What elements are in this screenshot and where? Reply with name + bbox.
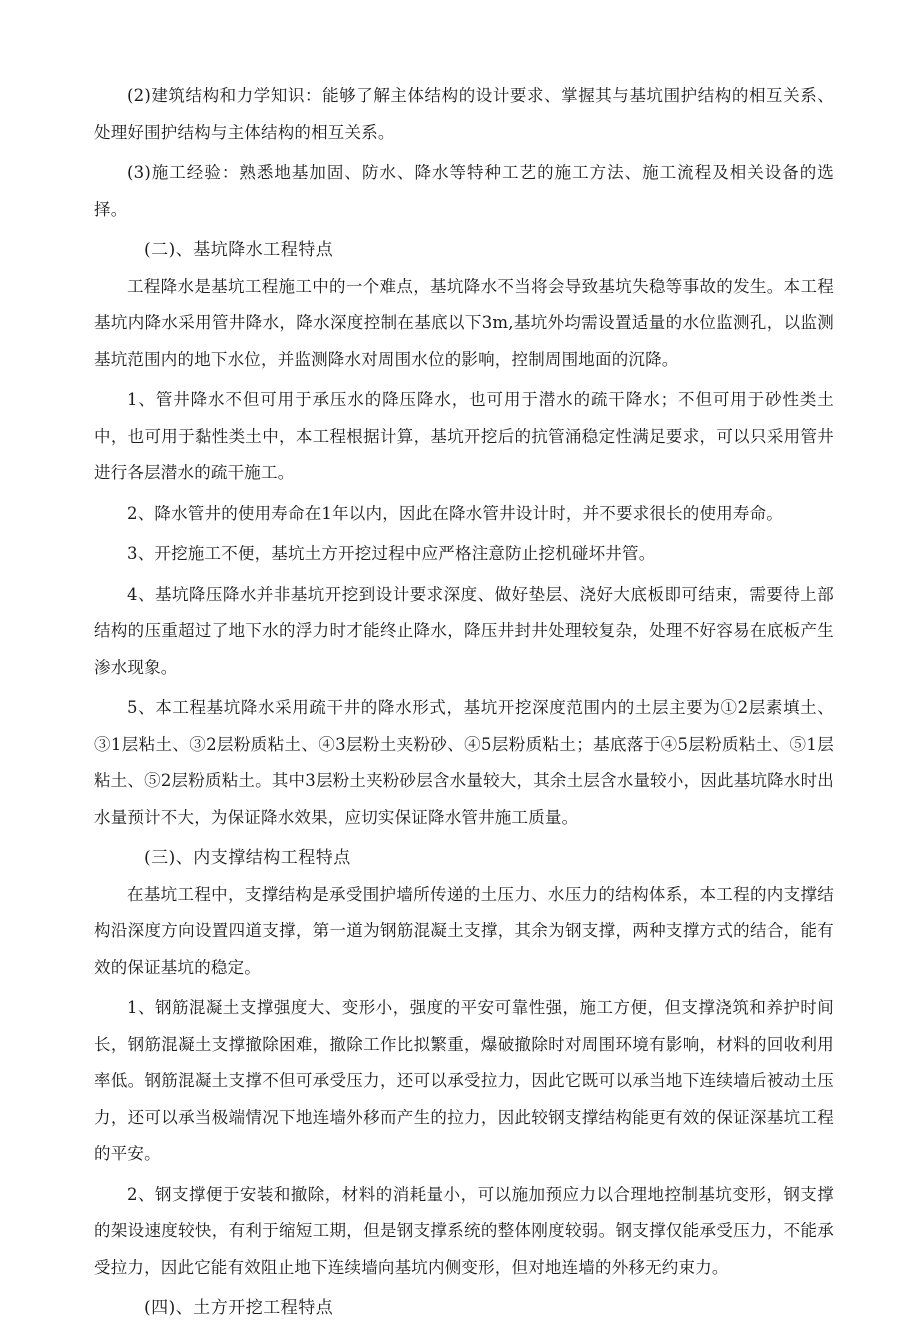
- paragraph-support-item-2: 2、钢支撑便于安装和撤除，材料的消耗量小，可以施加预应力以合理地控制基坑变形，钢支撑的架设速度较快，有利于缩短工期，但是钢支撑系统的整体刚度较弱。钢支撑仅能承受压力，不能承受拉力，因此它能有效阻止地下连续墙向基坑内侧变形，但对地连墙的外移无约束力。: [94, 1184, 834, 1277]
- paragraph-dewatering-item-5: 5、本工程基坑降水采用疏干井的降水形式，基坑开挖深度范围内的土层主要为①2层素填土、③1层粘土、③2层粉质粘土、④3层粉土夹粉砂、④5层粉质粘土；基底落于④5层粉质粘土、⑤1层粘土、⑤2层粉质粘土。其中3层粉土夹粉砂层含水量较大，其余土层含水量较小，因此基坑降水时出水量预计不大，为保证降水效果，应切实保证降水管井施工质量。: [94, 698, 834, 827]
- section-heading-excavation: (四)、土方开挖工程特点: [144, 1298, 334, 1318]
- section-heading-dewatering: (二)、基坑降水工程特点: [144, 240, 334, 260]
- paragraph-dewatering-item-4: 4、基坑降压降水并非基坑开挖到设计要求深度、做好垫层、浇好大底板即可结束，需要待上部结构的压重超过了地下水的浮力时才能终止降水，降压井封井处理较复杂，处理不好容易在底板产生渗水现象。: [94, 584, 834, 677]
- paragraph-structure-knowledge: (2)建筑结构和力学知识：能够了解主体结构的设计要求、掌握其与基坑围护结构的相互关系、处理好围护结构与主体结构的相互关系。: [94, 86, 834, 142]
- paragraph-construction-experience: (3)施工经验：熟悉地基加固、防水、降水等特种工艺的施工方法、施工流程及相关设备的选择。: [94, 163, 834, 219]
- paragraph-dewatering-item-1: 1、管井降水不但可用于承压水的降压降水，也可用于潜水的疏干降水；不但可用于砂性类土中，也可用于黏性类土中，本工程根据计算，基坑开挖后的抗管涌稳定性满足要求，可以只采用管井进行各层潜水的疏干施工。: [94, 390, 834, 482]
- paragraph-dewatering-item-3: 3、开挖施工不便，基坑土方开挖过程中应严格注意防止挖机碰坏井管。: [127, 544, 656, 563]
- document-page: [94, 78, 834, 1327]
- paragraph-support-intro: 在基坑工程中，支撑结构是承受围护墙所传递的土压力、水压力的结构体系，本工程的内支撑结构沿深度方向设置四道支撑，第一道为钢筋混凝土支撑，其余为钢支撑，两种支撑方式的结合，能有效的保证基坑的稳定。: [94, 884, 834, 977]
- paragraph-dewatering-intro: 工程降水是基坑工程施工中的一个难点，基坑降水不当将会导致基坑失稳等事故的发生。本工程基坑内降水采用管井降水，降水深度控制在基底以下3m,基坑外均需设置适量的水位监测孔，以监测基坑范围内的地下水位，并监测降水对周围水位的影响，控制周围地面的沉降。: [94, 276, 834, 369]
- paragraph-support-item-1: 1、钢筋混凝土支撑强度大、变形小，强度的平安可靠性强，施工方便，但支撑浇筑和养护时间长，钢筋混凝土支撑撤除困难，撤除工作比拟繁重，爆破撤除时对周围环境有影响，材料的回收利用率低。钢筋混凝土支撑不但可承受压力，还可以承受拉力，因此它既可以承当地下连续墙后被动土压力，还可以承当极端情况下地连墙外移而产生的拉力，因此较钢支撑结构能更有效的保证深基坑工程的平安。: [94, 998, 834, 1163]
- paragraph-dewatering-item-2: 2、降水管井的使用寿命在1年以内，因此在降水管井设计时，并不要求很长的使用寿命。: [127, 503, 783, 523]
- section-heading-internal-support: (三)、内支撑结构工程特点: [144, 848, 351, 868]
